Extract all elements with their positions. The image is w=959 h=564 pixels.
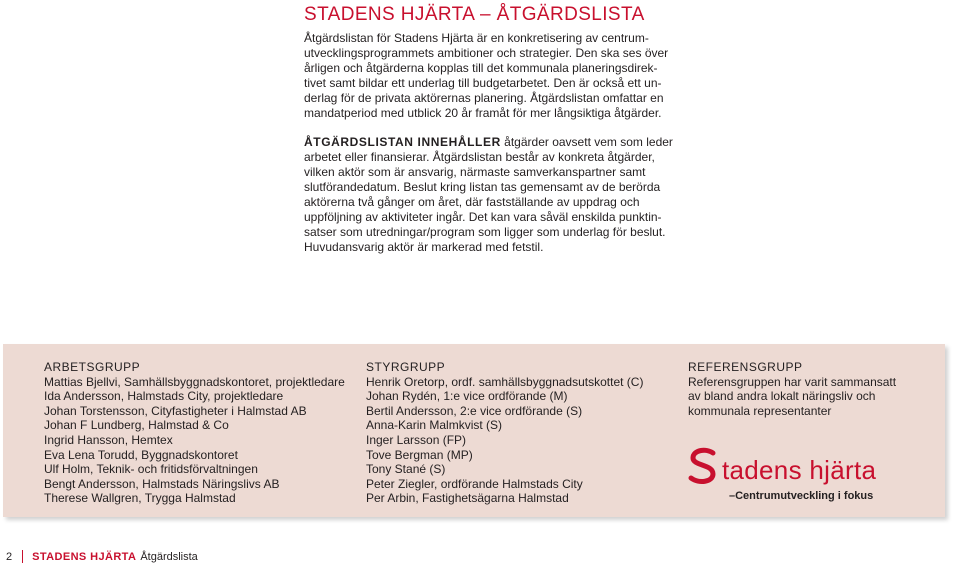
intro-line: derlag för de privata aktörernas planering. Åtgärdslistan omfattar en: [304, 91, 664, 105]
styrgrupp-list: [366, 375, 643, 506]
body-paragraph: [304, 135, 673, 255]
body-line: arbetet eller finansierar. Åtgärdslistan består av konkreta åtgärder,: [304, 150, 655, 164]
page-number: 2: [6, 550, 13, 563]
list-item: Bertil Andersson, 2:e vice ordförande (S): [366, 403, 583, 418]
list-item: Ingrid Hansson, Hemtex: [44, 432, 173, 447]
list-item: Bengt Andersson, Halmstads Näringslivs AB: [44, 476, 280, 491]
body-line: slutförandedatum. Beslut kring listan tas gemensamt av de berörda: [304, 180, 661, 194]
groups-panel: [3, 344, 945, 517]
list-item: Tove Bergman (MP): [366, 447, 473, 462]
intro-line: tivet samt bildar ett underlag till budgetarbetet. Den är också ett un-: [304, 76, 662, 90]
arbetsgrupp-heading: ARBETSGRUPP: [44, 360, 141, 374]
description-line: av bland andra lokalt näringsliv och: [688, 389, 876, 404]
footer-divider: [22, 550, 23, 563]
body-lead: ÅTGÄRDSLISTAN INNEHÅLLER: [304, 135, 501, 149]
description-line: Referensgruppen har varit sammansatt: [688, 374, 897, 389]
body-line: aktörerna två gånger om året, där fastställande av uppdrag och: [304, 195, 640, 209]
logo-wordmark: [687, 447, 876, 485]
arbetsgrupp-list: [44, 375, 345, 506]
logo-text: tadens hjärta: [722, 455, 877, 485]
referensgrupp-heading: REFERENSGRUPP: [688, 360, 803, 374]
intro-line: Åtgärdslistan för Stadens Hjärta är en konkretisering av centrum-: [304, 31, 649, 45]
body-line-rest: åtgärder oavsett vem som leder: [500, 135, 673, 149]
body-line: [304, 135, 673, 150]
list-item: Therese Wallgren, Trygga Halmstad: [44, 491, 236, 506]
page-title: STADENS HJÄRTA – ÅTGÄRDSLISTA: [304, 4, 645, 25]
list-item: Johan Torstensson, Cityfastigheter i Halmstad AB: [44, 403, 307, 418]
page-footer: [6, 550, 198, 563]
list-item: Ida Andersson, Halmstads City, projektledare: [44, 389, 284, 404]
list-item: Mattias Bjellvi, Samhällsbyggnadskontoret, projektledare: [44, 374, 345, 389]
footer-brand: STADENS HJÄRTA: [32, 550, 137, 563]
body-line: vilken aktör som är ansvarig, närmaste samverkanspartner samt: [304, 165, 646, 179]
styrgrupp-heading: STYRGRUPP: [366, 360, 446, 374]
list-item: Peter Ziegler, ordförande Halmstads City: [366, 476, 583, 491]
list-item: Inger Larsson (FP): [366, 432, 467, 447]
body-line: satser som utredningar/program som ligger som underlag för beslut.: [304, 225, 666, 239]
body-line: uppföljning av aktiviteter ingår. Det kan vara såväl enskilda punktin-: [304, 210, 662, 224]
list-item: Tony Stané (S): [366, 462, 446, 477]
list-item: Anna-Karin Malmkvist (S): [366, 418, 503, 433]
intro-line: utvecklingsprogrammets ambitioner och strategier. Den ska ses över: [304, 46, 669, 60]
body-line: Huvudansvarig aktör är markerad med fetstil.: [304, 240, 544, 254]
intro-line: mandatperiod med utblick 20 år framåt för mer långsiktiga åtgärder.: [304, 106, 662, 120]
arbetsgrupp-column: [44, 360, 345, 506]
referensgrupp-column: [688, 360, 896, 418]
list-item: Johan Rydén, 1:e vice ordförande (M): [366, 389, 568, 404]
list-item: Henrik Oretorp, ordf. samhällsbyggnadsutskottet (C): [366, 374, 644, 389]
list-item: Ulf Holm, Teknik- och fritidsförvaltningen: [44, 462, 258, 477]
logo-tagline: –Centrumutveckling i fokus: [729, 490, 874, 502]
footer-section: Åtgärdslista: [140, 550, 198, 563]
description-line: kommunala representanter: [688, 403, 832, 418]
intro-line: årligen och åtgärderna kopplas till det kommunala planeringsdirek-: [304, 61, 658, 75]
intro-paragraph: [304, 31, 669, 121]
referensgrupp-description: [688, 375, 896, 419]
stadens-hjarta-logo: [687, 447, 907, 507]
list-item: Johan F Lundberg, Halmstad & Co: [44, 418, 229, 433]
list-item: Per Arbin, Fastighetsägarna Halmstad: [366, 491, 569, 506]
stylized-s-heart-icon: [687, 447, 721, 485]
styrgrupp-column: [366, 360, 643, 506]
list-item: Eva Lena Torudd, Byggnadskontoret: [44, 447, 238, 462]
